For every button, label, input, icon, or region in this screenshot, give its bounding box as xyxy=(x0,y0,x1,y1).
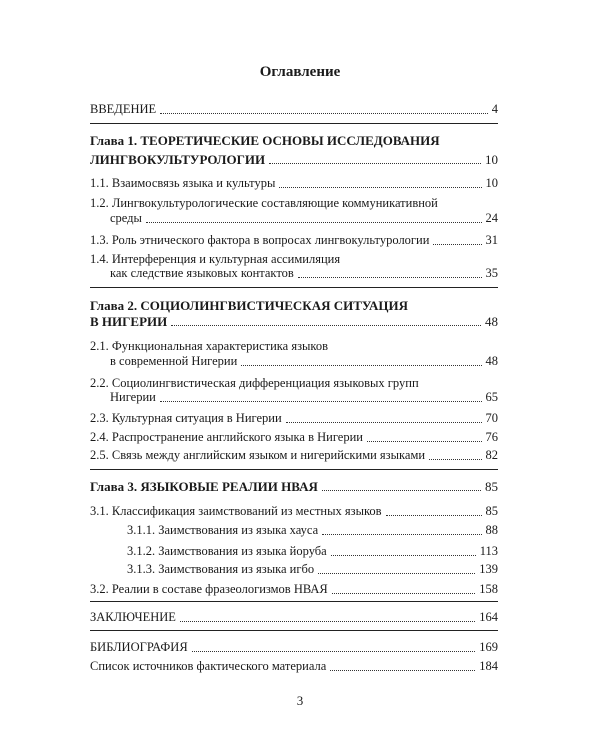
toc-entry-introduction: ВВЕДЕНИЕ 4 xyxy=(90,102,498,116)
toc-entry-3-1-2: 3.1.2. Заимствования из языка йоруба 113 xyxy=(127,544,498,558)
toc-entry-chapter-3: Глава 3. ЯЗЫКОВЫЕ РЕАЛИИ НВАЯ 85 xyxy=(90,479,498,494)
divider xyxy=(90,630,498,631)
toc-entry-2-1-line1: 2.1. Функциональная характеристика языков xyxy=(90,339,329,353)
toc-entry-1-2-line1: 1.2. Лингвокультурологические составляющие коммуникативной xyxy=(90,196,438,210)
toc-entry-1-4: как следствие языковых контактов 35 xyxy=(110,266,498,280)
toc-entry-2-2: Нигерии 65 xyxy=(110,390,498,404)
page-number: 3 xyxy=(296,693,304,708)
chapter-1-title-line1: Глава 1. ТЕОРЕТИЧЕСКИЕ ОСНОВЫ ИССЛЕДОВАНИЯ xyxy=(90,133,440,148)
toc-entry-2-2-line1: 2.2. Социолингвистическая дифференциация языковых групп xyxy=(90,376,419,390)
toc-entry-1-3: 1.3. Роль этнического фактора в вопросах лингвокультурологии 31 xyxy=(90,233,498,247)
toc-entry-3-1-3: 3.1.3. Заимствования из языка игбо 139 xyxy=(127,562,498,576)
toc-entry-2-5: 2.5. Связь между английским языком и нигерийскими языками 82 xyxy=(90,448,498,462)
toc-entry-1-1: 1.1. Взаимосвязь языка и культуры 10 xyxy=(90,176,498,190)
toc-entry-sources: Список источников фактического материала 184 xyxy=(90,659,498,673)
divider xyxy=(90,469,498,470)
toc-entry-3-1: 3.1. Классификация заимствований из местных языков 85 xyxy=(90,504,498,518)
chapter-2-title-line1: Глава 2. СОЦИОЛИНГВИСТИЧЕСКАЯ СИТУАЦИЯ xyxy=(90,298,408,313)
divider xyxy=(90,601,498,602)
toc-entry-chapter-1: ЛИНГВОКУЛЬТУРОЛОГИИ 10 xyxy=(90,152,498,167)
toc-entry-1-4-line1: 1.4. Интерференция и культурная ассимиляция xyxy=(90,252,341,266)
toc-entry-3-2: 3.2. Реалии в составе фразеологизмов НВАЯ 158 xyxy=(90,582,498,596)
divider xyxy=(90,123,498,124)
toc-entry-chapter-2: В НИГЕРИИ 48 xyxy=(90,314,498,329)
toc-title: Оглавление xyxy=(259,64,341,80)
divider xyxy=(90,287,498,288)
toc-entry-2-4: 2.4. Распространение английского языка в Нигерии 76 xyxy=(90,430,498,444)
toc-entry-conclusion: ЗАКЛЮЧЕНИЕ 164 xyxy=(90,610,498,624)
toc-entry-3-1-1: 3.1.1. Заимствования из языка хауса 88 xyxy=(127,523,498,537)
toc-entry-2-3: 2.3. Культурная ситуация в Нигерии 70 xyxy=(90,411,498,425)
toc-entry-2-1: в современной Нигерии 48 xyxy=(110,354,498,368)
toc-entry-1-2: среды 24 xyxy=(110,211,498,225)
toc-entry-bibliography: БИБЛИОГРАФИЯ 169 xyxy=(90,640,498,654)
